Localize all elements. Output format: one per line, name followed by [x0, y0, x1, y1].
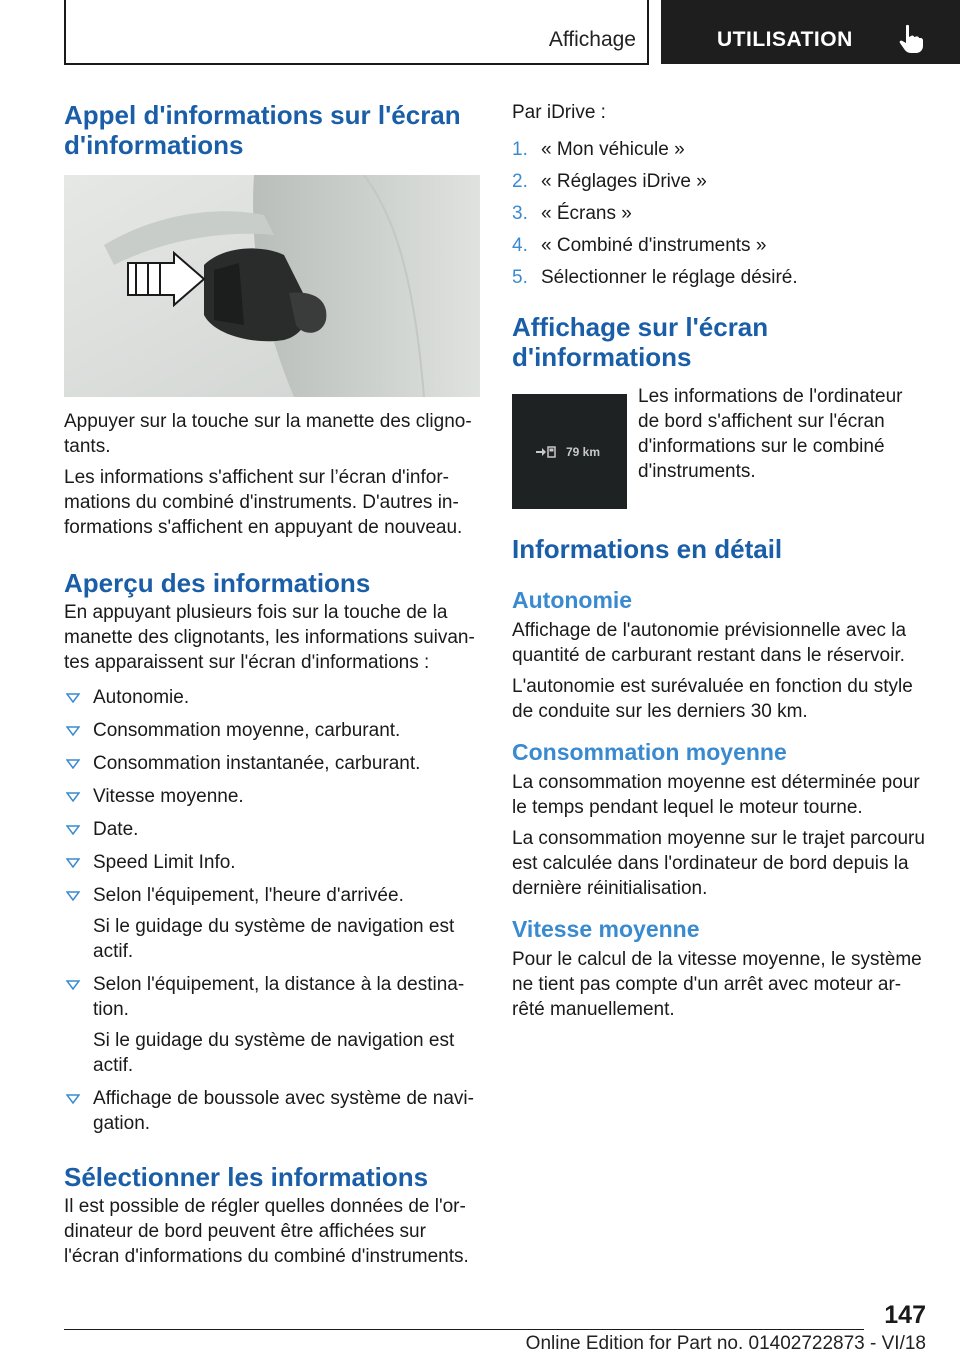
step-item: 1. « Mon véhicule » [512, 139, 685, 160]
step-item: 5. Sélectionner le réglage désiré. [512, 267, 798, 288]
triangle-bullet-icon [66, 759, 80, 769]
triangle-bullet-icon [66, 825, 80, 835]
step-item: 3. « Écrans » [512, 203, 632, 224]
step-number: 1. [512, 139, 528, 160]
page-number: 147 [884, 1301, 926, 1329]
heading-informations-detail: Informations en détail [512, 534, 783, 564]
step-number: 4. [512, 235, 528, 256]
paragraph-autonomie-2: L'autonomie est surévaluée en fonction du style de conduite sur les derniers 30 km. [512, 676, 913, 722]
step-item: 2. « Réglages iDrive » [512, 171, 707, 192]
turn-signal-lever-photo [64, 175, 480, 397]
list-item-note: Si le guidage du système de navigation est actif. [93, 916, 455, 962]
triangle-bullet-icon [66, 858, 80, 868]
heading-appel-informations: Appel d'informations sur l'écran d'informations [64, 100, 461, 160]
list-item: Vitesse moyenne. [64, 784, 480, 809]
triangle-bullet-icon [66, 693, 80, 703]
list-item-note: Si le guidage du système de navigation est actif. [93, 1030, 455, 1076]
step-number: 2. [512, 171, 528, 192]
paragraph-par-idrive: Par iDrive : [512, 102, 606, 123]
paragraph-consommation-2: La consommation moyenne sur le trajet parcouru est calculée dans l'ordinateur de bord depuis la dernière réinitialisation. [512, 828, 925, 899]
paragraph-vitesse: Pour le calcul de la vitesse moyenne, le système ne tient pas compte d'un arrêt avec moteur ar-rêté manuellement. [512, 949, 922, 1020]
heading-affichage-ecran: Affichage sur l'écran d'informations [512, 312, 769, 372]
list-item: Date. [64, 817, 480, 842]
edition-note: Online Edition for Part no. 01402722873 - VI/18 [525, 1333, 926, 1354]
range-readout: 79 km [566, 445, 601, 459]
list-item: Consommation moyenne, carburant. [64, 718, 480, 743]
header-rule-right [647, 0, 649, 64]
chapter-tab [661, 0, 960, 64]
left-column [64, 100, 480, 1269]
header-rule-bottom [64, 63, 649, 65]
footer-rule [64, 1329, 864, 1330]
triangle-bullet-icon [66, 792, 80, 802]
list-item: Autonomie. [64, 685, 480, 710]
list-item: Affichage de boussole avec système de navi-gation. [64, 1086, 480, 1136]
paragraph-press-repeatedly: En appuyant plusieurs fois sur la touche de la manette des clignotants, les informations suivan-tes apparaissent sur l'écran d'informations : [64, 602, 475, 673]
heading-vitesse-moyenne: Vitesse moyenne [512, 916, 700, 942]
step-number: 5. [512, 267, 528, 288]
fuel-range-icon [536, 446, 558, 458]
idrive-steps [512, 137, 932, 290]
right-column [512, 100, 932, 1022]
heading-consommation-moyenne: Consommation moyenne [512, 739, 787, 765]
list-item: Selon l'équipement, la distance à la destina-tion. Si le guidage du système de navigation est actif. [64, 972, 480, 1078]
triangle-bullet-icon [66, 980, 80, 990]
paragraph-select-data: Il est possible de régler quelles données de l'or-dinateur de bord peuvent être affichées sur l'écran d'informations du combiné d'instruments. [64, 1196, 469, 1267]
heading-autonomie: Autonomie [512, 587, 633, 613]
chapter-title: UTILISATION [717, 28, 853, 51]
list-item: Consommation instantanée, carburant. [64, 751, 480, 776]
heading-selectionner-informations: Sélectionner les informations [64, 1162, 429, 1192]
list-item: Selon l'équipement, l'heure d'arrivée. Si le guidage du système de navigation est actif. [64, 883, 480, 964]
header-rule-left [64, 0, 66, 64]
information-list [64, 685, 480, 1136]
paragraph-autonomie-1: Affichage de l'autonomie prévisionnelle avec la quantité de carburant restant dans le réservoir. [512, 620, 907, 666]
pointing-hand-icon [897, 24, 925, 54]
section-title: Affichage [548, 28, 636, 51]
paragraph-press-button: Appuyer sur la touche sur la manette des cligno-tants. [64, 411, 472, 457]
step-number: 3. [512, 203, 528, 224]
triangle-bullet-icon [66, 1094, 80, 1104]
triangle-bullet-icon [66, 891, 80, 901]
step-item: 4. « Combiné d'instruments » [512, 235, 767, 256]
screen-description: Les informations de l'ordinateur de bord s'affichent sur l'écran d'informations sur le combiné d'instruments. [638, 386, 903, 482]
screen-description-row [512, 384, 932, 502]
paragraph-info-displayed: Les informations s'affichent sur l’écran d'infor-mations du combiné d'instruments. D'autres in-formations s'affichent en appuyant de nouveau. [64, 467, 463, 538]
instrument-display-image [512, 394, 627, 509]
list-item: Speed Limit Info. [64, 850, 480, 875]
paragraph-consommation-1: La consommation moyenne est déterminée pour le temps pendant lequel le moteur tourne. [512, 772, 920, 818]
heading-apercu-informations: Aperçu des informations [64, 568, 371, 598]
triangle-bullet-icon [66, 726, 80, 736]
